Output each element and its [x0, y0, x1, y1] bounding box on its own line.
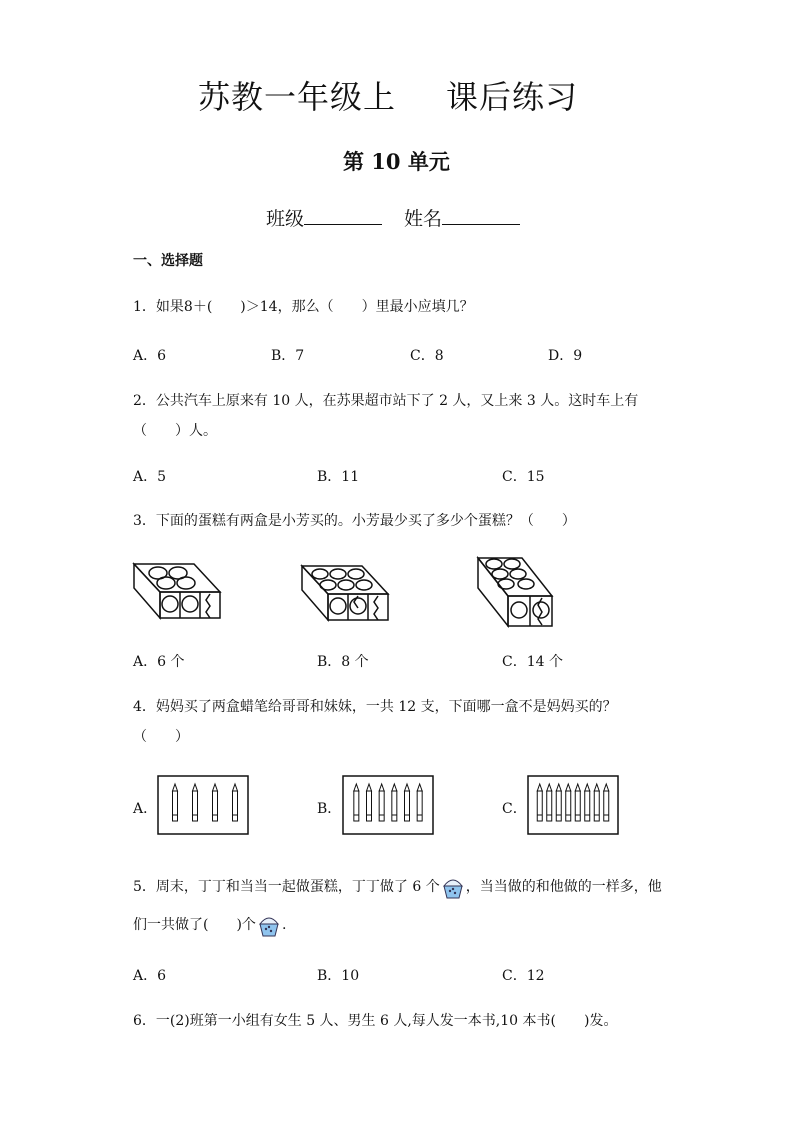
q1-option-b[interactable]: B．7 — [271, 348, 305, 364]
q4-option-b[interactable]: B． — [317, 801, 342, 817]
crayon-mark — [193, 784, 198, 821]
crayon-mark — [604, 784, 609, 821]
question-2-line1: 2．公共汽车上原来有 10 人，在苏果超市站下了 2 人，又上来 3 人。这时车上有 — [133, 393, 639, 409]
crayon-mark — [594, 784, 599, 821]
q3-option-b[interactable]: B．8 个 — [317, 654, 369, 670]
crayon-mark — [556, 784, 561, 821]
q2-option-c[interactable]: C．15 — [502, 469, 545, 485]
cupcake-icon — [440, 874, 466, 900]
crayon-mark — [547, 784, 552, 821]
q3-option-c[interactable]: C．14 个 — [502, 654, 563, 670]
q2-option-a[interactable]: A．5 — [133, 469, 167, 485]
q1-option-c[interactable]: C．8 — [410, 348, 444, 364]
q2-option-b[interactable]: B．11 — [317, 469, 360, 485]
unit-subtitle: 第 10 单元 — [343, 149, 450, 174]
class-blank[interactable] — [304, 206, 382, 225]
title-right: 课后练习 — [446, 78, 579, 116]
question-4-line2: （ ） — [133, 729, 189, 745]
cupcake-icon — [256, 912, 282, 938]
q1-option-d[interactable]: D．9 — [548, 348, 583, 364]
crayon-box-a-image — [157, 775, 249, 835]
crayon-mark — [367, 784, 372, 821]
question-3: 3．下面的蛋糕有两盒是小芳买的。小芳最少买了多少个蛋糕？（ ） — [133, 513, 576, 529]
name-label: 姓名 — [404, 208, 443, 230]
q5-option-c[interactable]: C．12 — [502, 968, 545, 984]
class-label: 班级 — [266, 208, 305, 230]
q5-option-b[interactable]: B．10 — [317, 968, 360, 984]
name-blank[interactable] — [442, 206, 520, 225]
q5-option-a[interactable]: A．6 — [133, 968, 167, 984]
crayon-mark — [405, 784, 410, 821]
question-4-line1: 4．妈妈买了两盒蜡笔给哥哥和妹妹，一共 12 支，下面哪一盒不是妈妈买的？ — [133, 699, 617, 715]
question-5-line1: 5．周末，丁丁和当当一起做蛋糕，丁丁做了 6 个 ，当当做的和他做的一样多，他 — [133, 874, 662, 900]
math-expression: 8＋( )＞14 — [183, 299, 278, 315]
question-6: 6．一(2)班第一小组有女生 5 人、男生 6 人,每人发一本书,10 本书( )发。 — [133, 1013, 618, 1029]
crayon-mark — [379, 784, 384, 821]
crayon-mark — [354, 784, 359, 821]
cake-box-8-image-2 — [472, 550, 558, 632]
question-2-line2: （ ）人。 — [133, 423, 217, 439]
crayon-mark — [537, 784, 542, 821]
crayon-mark — [575, 784, 580, 821]
crayon-mark — [213, 784, 218, 821]
cake-box-6-image — [130, 556, 226, 622]
student-info — [266, 204, 520, 231]
q1-option-a[interactable]: A．6 — [133, 348, 167, 364]
crayon-mark — [566, 784, 571, 821]
section-heading: 一、选择题 — [133, 253, 203, 269]
page-title — [198, 72, 578, 118]
title-left: 苏教一年级上 — [198, 78, 397, 116]
q4-option-c[interactable]: C． — [502, 801, 527, 817]
crayon-mark — [392, 784, 397, 821]
crayon-box-b-image — [342, 775, 434, 835]
crayon-mark — [585, 784, 590, 821]
question-5-line2: 们一共做了( )个 . — [133, 912, 286, 938]
cake-box-8-image-1 — [298, 558, 394, 624]
q4-option-a[interactable]: A． — [133, 801, 158, 817]
crayon-mark — [417, 784, 422, 821]
question-1: 1．如果8＋( )＞14，那么（ ）里最小应填几？ — [133, 299, 474, 315]
q3-option-a[interactable]: A．6 个 — [133, 654, 185, 670]
crayon-mark — [233, 784, 238, 821]
crayon-mark — [173, 784, 178, 821]
crayon-box-c-image — [527, 775, 619, 835]
